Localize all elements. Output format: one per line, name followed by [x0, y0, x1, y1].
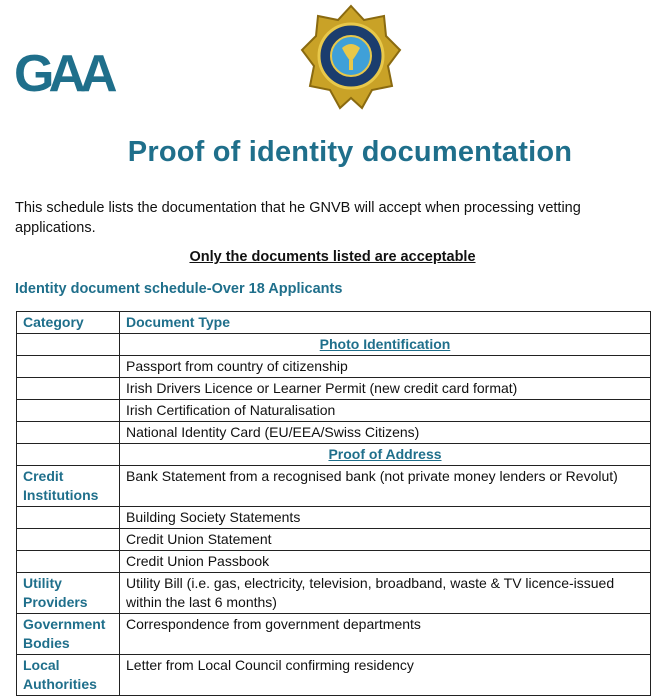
- row-document: Utility Bill (i.e. gas, electricity, television, broadband, waste & TV licence-issued within the last 6 months): [120, 573, 651, 614]
- header-document-type: Document Type: [120, 312, 651, 334]
- schedule-title: Identity document schedule-Over 18 Applicants: [15, 281, 343, 297]
- table-row: [17, 655, 651, 696]
- table-row: [17, 466, 651, 507]
- intro-text: This schedule lists the documentation that he GNVB will accept when processing vetting applications.: [15, 200, 581, 236]
- row-category: [17, 444, 120, 466]
- table-row: [17, 551, 651, 573]
- row-category: [17, 400, 120, 422]
- table-row: [17, 378, 651, 400]
- row-category: [17, 551, 120, 573]
- table-row: [17, 444, 651, 466]
- acceptance-notice: Only the documents listed are acceptable: [189, 249, 476, 265]
- table-row: [17, 614, 651, 655]
- table-row: [17, 422, 651, 444]
- row-category: [17, 507, 120, 529]
- header-category: Category: [17, 312, 120, 334]
- table-row: [17, 334, 651, 356]
- row-category: [17, 334, 120, 356]
- row-document: Building Society Statements: [120, 507, 651, 529]
- table-row: [17, 573, 651, 614]
- table-row: [17, 400, 651, 422]
- row-category: [17, 356, 120, 378]
- table-row: [17, 529, 651, 551]
- table-row: [17, 507, 651, 529]
- row-document: Letter from Local Council confirming residency: [120, 655, 651, 696]
- row-document: Irish Drivers Licence or Learner Permit (new credit card format): [120, 378, 651, 400]
- section-photo-identification: Photo Identification: [120, 334, 651, 356]
- table-header-row: [17, 312, 651, 334]
- row-category: Credit Institutions: [17, 466, 120, 507]
- row-category: Utility Providers: [17, 573, 120, 614]
- row-document: Credit Union Passbook: [120, 551, 651, 573]
- garda-crest-logo: [300, 4, 402, 112]
- row-document: Irish Certification of Naturalisation: [120, 400, 651, 422]
- row-category: [17, 422, 120, 444]
- row-category: Local Authorities: [17, 655, 120, 696]
- document-schedule-table: [16, 311, 651, 696]
- row-document: National Identity Card (EU/EEA/Swiss Citizens): [120, 422, 651, 444]
- page-title: Proof of identity documentation: [127, 136, 573, 168]
- row-category: [17, 378, 120, 400]
- row-document: Correspondence from government departments: [120, 614, 651, 655]
- gaa-logo-letters: GAA: [14, 48, 112, 96]
- row-document: Passport from country of citizenship: [120, 356, 651, 378]
- row-category: Government Bodies: [17, 614, 120, 655]
- row-document: Credit Union Statement: [120, 529, 651, 551]
- section-proof-of-address: Proof of Address: [120, 444, 651, 466]
- row-document: Bank Statement from a recognised bank (not private money lenders or Revolut): [120, 466, 651, 507]
- table-row: [17, 356, 651, 378]
- row-category: [17, 529, 120, 551]
- gaa-logo: [14, 48, 132, 96]
